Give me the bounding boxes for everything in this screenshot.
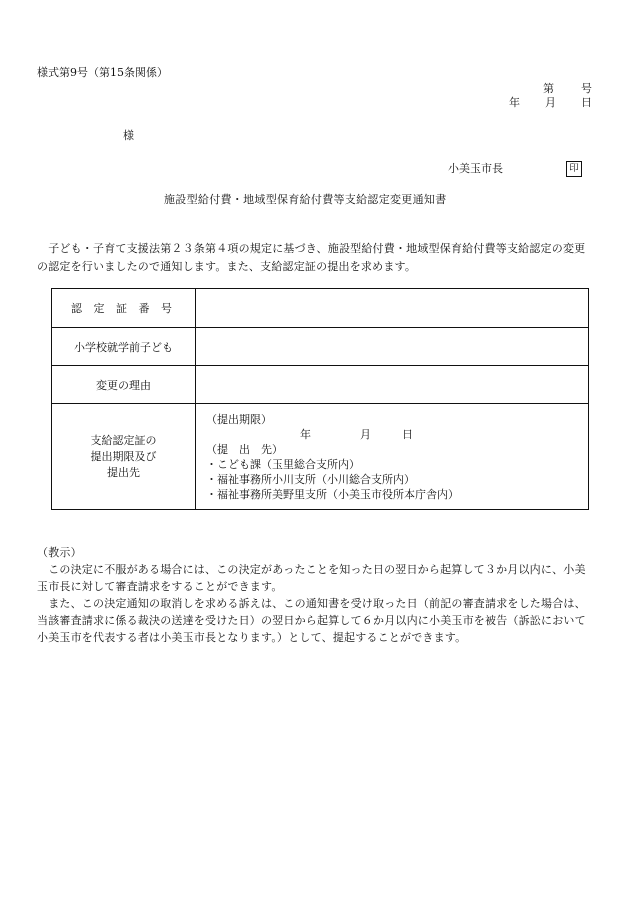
table-row: [52, 328, 589, 366]
submission-label-line: 提出期限及び: [90, 449, 157, 463]
certificate-number-label: 認 定 証 番 号: [52, 289, 196, 328]
doc-number-dai: 第: [543, 82, 554, 95]
notice-paragraph: また、この決定通知の取消しを求める訴えは、この通知書を受け取った日（前記の審査請求をした場合は、当該審査請求に係る裁決の送達を受けた日）の翌日から起算して６か月以内に小美玉市を被告（訴訟において小美玉市を代表する者は小美玉市長となります。）として、提起することができます。: [37, 597, 586, 644]
header-date-month: 月: [545, 96, 556, 109]
destination-item: ・福祉事務所美野里支所（小美玉市役所本庁舎内）: [206, 487, 459, 501]
certificate-number-value: [196, 289, 589, 328]
submission-details: [196, 404, 589, 510]
table-row: [52, 404, 589, 510]
header-date-day: 日: [581, 96, 592, 109]
submission-label: [52, 404, 196, 510]
deadline-year: 年: [300, 427, 311, 441]
preschool-child-label: 小学校就学前子ども: [52, 328, 196, 366]
change-reason-value: [196, 366, 589, 404]
doc-number-go: 号: [581, 82, 592, 95]
deadline-date: [206, 427, 588, 442]
table-row: [52, 366, 589, 404]
notice-section: [37, 544, 593, 646]
seal-stamp-box: 印: [566, 161, 582, 177]
deadline-heading: （提出期限）: [206, 412, 272, 426]
issuer-name: 小美玉市長: [448, 162, 503, 175]
body-text: 子ども・子育て支援法第２３条第４項の規定に基づき、施設型給付費・地域型保育給付費等支給認定の変更の認定を行いましたので通知します。また、支給認定証の提出を求めます。: [37, 242, 586, 273]
table-row: [52, 289, 589, 328]
destination-heading: （提 出 先）: [206, 442, 283, 456]
deadline-day: 日: [402, 427, 413, 441]
destination-item: ・福祉事務所小川支所（小川総合支所内）: [206, 472, 415, 486]
notice-heading: （教示）: [37, 546, 82, 559]
destination-item: ・こども課（玉里総合支所内）: [206, 457, 360, 471]
submission-label-line: 提出先: [107, 465, 140, 479]
document-title: 施設型給付費・地域型保育給付費等支給認定変更通知書: [164, 193, 447, 206]
change-reason-label: 変更の理由: [52, 366, 196, 404]
addressee-suffix: 様: [123, 129, 134, 142]
submission-label-line: 支給認定証の: [90, 433, 157, 447]
deadline-month: 月: [360, 427, 371, 441]
header-date-year: 年: [509, 96, 520, 109]
preschool-child-value: [196, 328, 589, 366]
notice-paragraph: この決定に不服がある場合には、この決定があったことを知った日の翌日から起算して３か月以内に、小美玉市長に対して審査請求をすることができます。: [37, 563, 586, 593]
certificate-table: [51, 288, 589, 510]
form-number: 様式第9号（第15条関係）: [37, 66, 168, 79]
